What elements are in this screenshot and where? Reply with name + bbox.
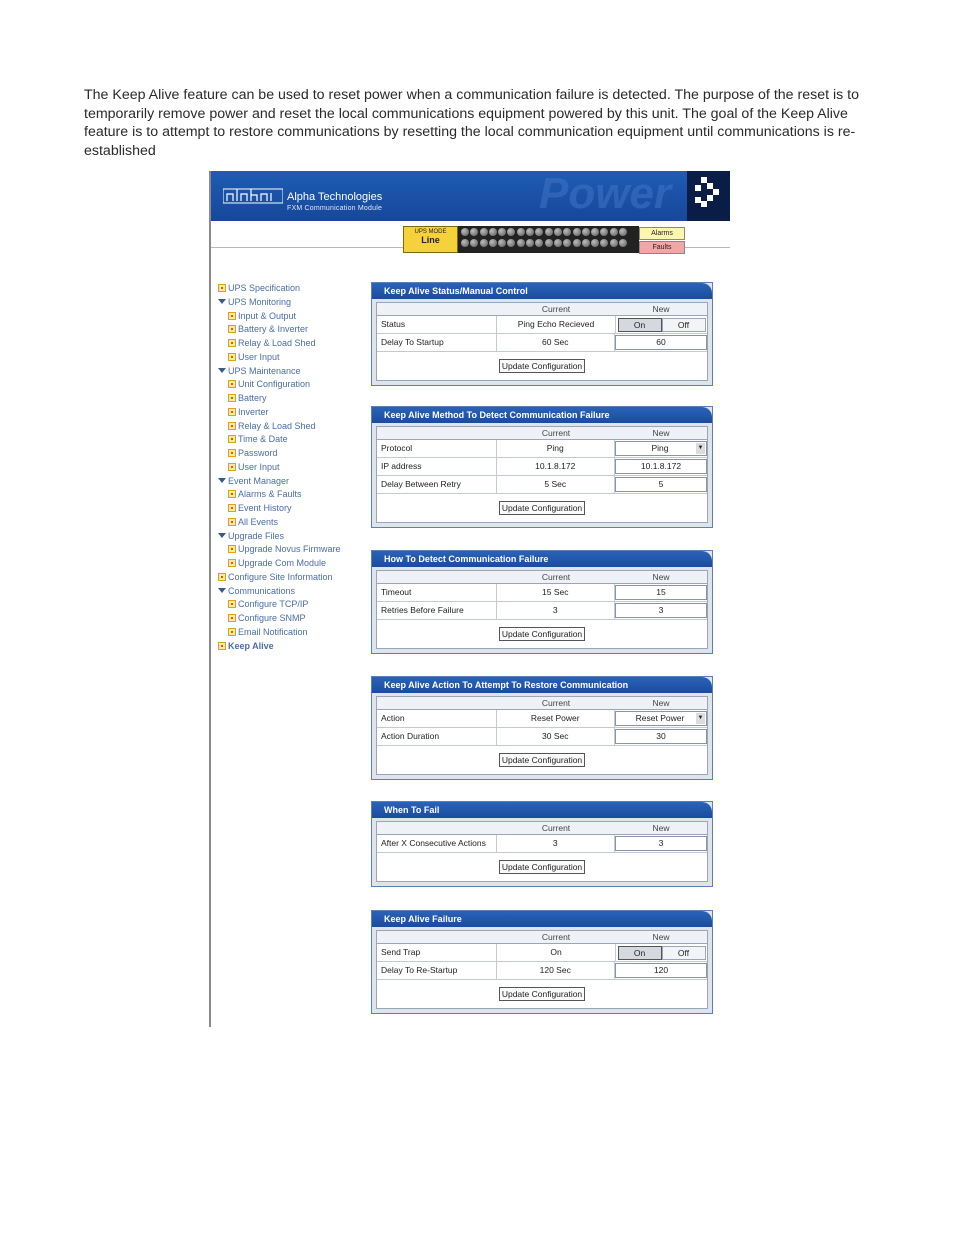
row-label: After X Consecutive Actions — [377, 835, 497, 852]
new-header: New — [652, 823, 670, 833]
off-button[interactable]: Off — [662, 318, 706, 332]
table-row — [377, 835, 707, 853]
led-array — [461, 228, 627, 250]
panel-grid — [376, 696, 708, 775]
sidebar-item-label: Keep Alive — [228, 640, 274, 651]
new-value-input[interactable]: 15 — [615, 585, 707, 600]
sidebar-item-label: Email Notification — [238, 626, 308, 637]
row-label: Delay To Re-Startup — [377, 962, 497, 979]
update-configuration-button[interactable]: Update Configuration — [499, 501, 585, 515]
new-value-input[interactable]: 3 — [615, 603, 707, 618]
page-icon — [228, 339, 236, 347]
status-led-icon — [480, 239, 488, 247]
sidebar-item-label: Configure TCP/IP — [238, 599, 309, 610]
update-configuration-button[interactable]: Update Configuration — [499, 860, 585, 874]
status-led-icon — [573, 228, 581, 236]
sidebar-item-ups-specification[interactable] — [218, 282, 300, 295]
status-led-icon — [619, 239, 627, 247]
status-led-icon — [489, 239, 497, 247]
panel-title: How To Detect Communication Failure — [372, 551, 712, 567]
on-button[interactable]: On — [618, 318, 662, 332]
status-led-icon — [545, 239, 553, 247]
chevron-down-icon: ▼ — [696, 713, 705, 724]
table-row — [377, 476, 707, 494]
power-watermark: Power — [539, 171, 672, 218]
page-icon — [218, 284, 226, 292]
company-name: Alpha Technologies — [287, 191, 383, 203]
page-icon — [228, 325, 236, 333]
table-row — [377, 962, 707, 980]
current-value: 5 Sec — [497, 476, 616, 493]
sidebar-item-label: Event History — [238, 503, 292, 513]
select-value: Ping — [651, 443, 669, 453]
config-panel — [371, 282, 713, 386]
current-value: 30 Sec — [497, 728, 616, 745]
row-label: Retries Before Failure — [377, 602, 497, 619]
table-row — [377, 602, 707, 620]
table-row — [377, 728, 707, 746]
app-header — [211, 171, 730, 221]
expand-arrow-icon — [218, 368, 226, 373]
current-header: Current — [541, 428, 571, 438]
page-icon — [228, 614, 236, 622]
panel-grid — [376, 821, 708, 882]
status-led-icon — [480, 228, 488, 236]
sidebar-item-time-date[interactable] — [228, 433, 288, 446]
sidebar-item-input-output[interactable] — [228, 310, 296, 323]
new-header: New — [652, 698, 670, 708]
status-led-icon — [498, 228, 506, 236]
chevron-down-icon: ▼ — [696, 443, 705, 454]
on-button[interactable]: On — [618, 946, 662, 960]
current-value: 3 — [497, 835, 616, 852]
page-icon — [228, 545, 236, 553]
page-icon — [228, 518, 236, 526]
sidebar-item-battery-inverter[interactable] — [228, 323, 308, 336]
sidebar-item-upgrade-files[interactable] — [218, 530, 284, 543]
grid-header — [377, 697, 707, 710]
table-row — [377, 458, 707, 476]
status-led-icon — [498, 239, 506, 247]
screenshot-frame — [209, 171, 730, 1027]
current-value: Ping — [497, 440, 616, 457]
page-icon — [218, 642, 226, 650]
sidebar-item-label: UPS Monitoring — [228, 296, 292, 307]
new-value-select[interactable] — [615, 711, 707, 726]
current-value: 15 Sec — [497, 584, 616, 601]
status-led-icon — [535, 228, 543, 236]
row-label: Status — [377, 316, 497, 333]
intro-paragraph: The Keep Alive feature can be used to reset power when a communication failure is detected. The purpose of the reset is to temporarily remove power and reset the local communications equipment powered by this unit. The goal of the Keep Alive feature is to attempt to restore communications by resetting the local communication equipment until communications is re-established — [84, 87, 859, 159]
sidebar-item-label: Battery & Inverter — [238, 324, 309, 335]
sidebar-item-configure-site-information[interactable] — [218, 571, 333, 584]
page-icon — [228, 394, 236, 402]
sidebar-item-battery[interactable] — [228, 392, 267, 405]
ups-mode-indicator — [403, 226, 458, 253]
update-configuration-button[interactable]: Update Configuration — [499, 627, 585, 641]
page-icon — [228, 559, 236, 567]
sidebar-item-label: Configure SNMP — [238, 613, 306, 623]
table-row — [377, 440, 707, 458]
sidebar-item-ups-monitoring[interactable] — [218, 296, 291, 309]
status-led-icon — [582, 239, 590, 247]
sidebar-item-communications[interactable] — [218, 585, 295, 598]
status-led-icon — [591, 228, 599, 236]
current-value: On — [497, 944, 616, 961]
sidebar-item-label: User Input — [238, 351, 280, 362]
sidebar-item-keep-alive[interactable] — [218, 640, 274, 653]
sidebar-item-user-input[interactable] — [228, 351, 280, 364]
status-led-icon — [573, 239, 581, 247]
current-header: Current — [541, 304, 571, 314]
panel-title: Keep Alive Status/Manual Control — [372, 283, 712, 299]
panel-grid — [376, 426, 708, 523]
sidebar-item-password[interactable] — [228, 447, 278, 460]
status-led-icon — [610, 239, 618, 247]
expand-arrow-icon — [218, 588, 226, 593]
current-header: Current — [541, 572, 571, 582]
sidebar-item-label: Battery — [238, 393, 267, 403]
sidebar-item-relay-load-shed[interactable] — [228, 420, 316, 433]
config-panel — [371, 406, 713, 528]
page-icon — [228, 463, 236, 471]
sidebar-item-label: All Events — [238, 516, 279, 527]
new-value-input[interactable]: 60 — [615, 335, 707, 350]
current-value: 60 Sec — [497, 334, 616, 351]
current-value: 120 Sec — [497, 962, 616, 979]
status-led-icon — [563, 239, 571, 247]
panel-grid — [376, 302, 708, 381]
status-led-icon — [526, 228, 534, 236]
page-icon — [228, 490, 236, 498]
alarms-button[interactable]: Alarms — [639, 227, 685, 240]
sidebar-item-label: Communications — [228, 585, 296, 596]
on-off-toggle — [618, 318, 706, 332]
select-value: Reset Power — [635, 713, 685, 723]
grid-header — [377, 931, 707, 944]
page-icon — [228, 628, 236, 636]
new-header: New — [652, 428, 670, 438]
faults-button[interactable]: Faults — [639, 241, 685, 254]
expand-arrow-icon — [218, 299, 226, 304]
current-value: 10.1.8.172 — [497, 458, 616, 475]
status-led-icon — [535, 239, 543, 247]
status-led-icon — [591, 239, 599, 247]
row-label: Action — [377, 710, 497, 727]
grid-header — [377, 303, 707, 316]
sidebar-item-label: Configure Site Information — [228, 571, 333, 582]
sidebar-item-ups-maintenance[interactable] — [218, 365, 301, 378]
new-header: New — [652, 572, 670, 582]
sidebar-item-alarms-faults[interactable] — [228, 488, 302, 501]
panel-title: Keep Alive Action To Attempt To Restore Communication — [372, 677, 712, 693]
row-label: Timeout — [377, 584, 497, 601]
expand-arrow-icon — [218, 478, 226, 483]
status-led-icon — [600, 239, 608, 247]
sidebar-item-event-manager[interactable] — [218, 475, 289, 488]
status-led-icon — [610, 228, 618, 236]
status-led-icon — [489, 228, 497, 236]
on-off-toggle — [618, 946, 706, 960]
config-panel — [371, 676, 713, 780]
sidebar-item-all-events[interactable] — [228, 516, 278, 529]
status-led-icon — [517, 228, 525, 236]
status-led-icon — [526, 239, 534, 247]
status-led-icon — [619, 228, 627, 236]
sidebar-item-event-history[interactable] — [228, 502, 292, 515]
update-configuration-button[interactable]: Update Configuration — [499, 987, 585, 1001]
new-value-input[interactable]: 5 — [615, 477, 707, 492]
sidebar-item-configure-tcp-ip[interactable] — [228, 598, 308, 611]
sidebar-item-label: Password — [238, 448, 278, 458]
page-icon — [228, 380, 236, 388]
sidebar-item-label: User Input — [238, 461, 280, 472]
sidebar-item-label: Inverter — [238, 406, 269, 417]
status-led-icon — [461, 239, 469, 247]
grid-header — [377, 822, 707, 835]
sidebar-item-upgrade-com-module[interactable] — [228, 557, 326, 570]
row-label: Delay To Startup — [377, 334, 497, 351]
alpha-logo-icon — [223, 185, 283, 207]
brand-arrow-icon — [687, 171, 730, 221]
status-led-icon — [582, 228, 590, 236]
page-icon — [228, 353, 236, 361]
sidebar-item-label: Event Manager — [228, 475, 290, 486]
new-value-select[interactable] — [615, 441, 707, 456]
row-label: Delay Between Retry — [377, 476, 497, 493]
sidebar-item-label: Time & Date — [238, 434, 288, 445]
page-icon — [228, 408, 236, 416]
sidebar-item-user-input[interactable] — [228, 461, 280, 474]
panel-grid — [376, 570, 708, 649]
config-panel — [371, 910, 713, 1014]
sidebar-item-label: Upgrade Com Module — [238, 558, 327, 568]
panel-title: Keep Alive Failure — [372, 911, 712, 927]
sidebar-item-label: Relay & Load Shed — [238, 338, 316, 348]
sidebar-item-label: Alarms & Faults — [238, 489, 302, 500]
status-led-icon — [470, 239, 478, 247]
new-header: New — [652, 304, 670, 314]
new-value-input[interactable]: 3 — [615, 836, 707, 851]
page-icon — [228, 422, 236, 430]
page-icon — [218, 573, 226, 581]
grid-header — [377, 571, 707, 584]
panel-title: When To Fail — [372, 802, 712, 818]
status-led-icon — [507, 239, 515, 247]
status-led-icon — [470, 228, 478, 236]
config-panel — [371, 801, 713, 887]
new-value-input[interactable]: 10.1.8.172 — [615, 459, 707, 474]
sidebar-item-email-notification[interactable] — [228, 626, 308, 639]
panel-grid — [376, 930, 708, 1009]
row-label: IP address — [377, 458, 497, 475]
page-icon — [228, 312, 236, 320]
new-value-input[interactable]: 30 — [615, 729, 707, 744]
sidebar-item-label: Unit Configuration — [238, 379, 311, 390]
config-panel — [371, 550, 713, 654]
page-icon — [228, 504, 236, 512]
status-led-icon — [554, 228, 562, 236]
sidebar-item-relay-load-shed[interactable] — [228, 337, 316, 350]
current-header: Current — [541, 823, 571, 833]
page-icon — [228, 449, 236, 457]
current-value: 3 — [497, 602, 616, 619]
grid-header — [377, 427, 707, 440]
row-label: Action Duration — [377, 728, 497, 745]
page-icon — [228, 600, 236, 608]
sidebar-item-configure-snmp[interactable] — [228, 612, 306, 625]
update-configuration-button[interactable]: Update Configuration — [499, 359, 585, 373]
table-row — [377, 584, 707, 602]
status-led-icon — [563, 228, 571, 236]
sidebar-item-label: Upgrade Novus Firmware — [238, 544, 341, 555]
expand-arrow-icon — [218, 533, 226, 538]
sidebar-item-inverter[interactable] — [228, 406, 269, 419]
status-led-icon — [517, 239, 525, 247]
new-value-input[interactable]: 120 — [615, 963, 707, 978]
off-button[interactable]: Off — [662, 946, 706, 960]
sidebar-item-label: UPS Maintenance — [228, 365, 301, 376]
status-led-icon — [545, 228, 553, 236]
current-value: Reset Power — [497, 710, 616, 727]
ups-mode-value: Line — [421, 235, 440, 245]
sidebar-item-label: Input & Output — [238, 310, 297, 321]
sidebar-item-unit-configuration[interactable] — [228, 378, 310, 391]
status-led-icon — [461, 228, 469, 236]
table-row — [377, 944, 707, 962]
sidebar-item-upgrade-novus-firmware[interactable] — [228, 543, 341, 556]
page-icon — [228, 435, 236, 443]
current-value: Ping Echo Recieved — [497, 316, 616, 333]
module-name: FXM Communication Module — [287, 205, 383, 212]
ups-mode-label: UPS MODE — [414, 229, 447, 235]
update-configuration-button[interactable]: Update Configuration — [499, 753, 585, 767]
table-row — [377, 334, 707, 352]
row-label: Protocol — [377, 440, 497, 457]
sidebar-item-label: Upgrade Files — [228, 530, 285, 541]
status-led-icon — [507, 228, 515, 236]
status-led-icon — [554, 239, 562, 247]
status-led-icon — [600, 228, 608, 236]
row-label: Send Trap — [377, 944, 497, 961]
new-header: New — [652, 932, 670, 942]
panel-title: Keep Alive Method To Detect Communication Failure — [372, 407, 712, 423]
table-row — [377, 710, 707, 728]
sidebar-item-label: UPS Specification — [228, 283, 301, 293]
current-header: Current — [541, 698, 571, 708]
table-row — [377, 316, 707, 334]
sidebar-item-label: Relay & Load Shed — [238, 420, 316, 431]
current-header: Current — [541, 932, 571, 942]
